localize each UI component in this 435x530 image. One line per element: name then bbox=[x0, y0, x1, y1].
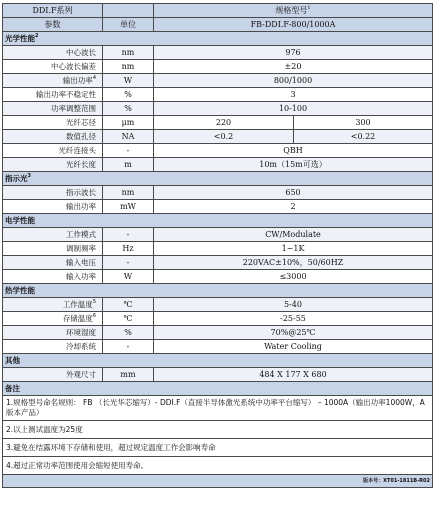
row-fiber-core: 光纤芯径 μm 220 300 bbox=[3, 116, 433, 130]
row-input-voltage: 输入电压 - 220VAC±10%，50/60HZ bbox=[3, 256, 433, 270]
row-fiber-length: 光纤长度 m 10m（15m可选） bbox=[3, 158, 433, 172]
series-label: DDI.F系列 bbox=[3, 4, 103, 18]
header-row-2 bbox=[3, 18, 433, 32]
section-pointer: 指示光$^3$ bbox=[3, 172, 433, 186]
model-column-header: 规格型号$^1$ bbox=[154, 4, 433, 18]
section-electrical: 电学性能 bbox=[3, 214, 433, 228]
note-4: 4.超过正常功率范围使用会缩短使用寿命。 bbox=[3, 457, 433, 475]
row-pointer-wavelength: 指示波长 nm 650 bbox=[3, 186, 433, 200]
doc-number: 版本号：XT01-1811B-R02 bbox=[3, 475, 433, 488]
row-cooling: 冷却系统 - Water Cooling bbox=[3, 340, 433, 354]
spec-sheet bbox=[2, 3, 432, 488]
header-row-1 bbox=[3, 4, 433, 18]
row-pointer-power: 输出功率 mW 2 bbox=[3, 200, 433, 214]
row-power-instability: 输出功率不稳定性 % 3 bbox=[3, 88, 433, 102]
row-connector: 光纤连接头 - QBH bbox=[3, 144, 433, 158]
row-work-temperature: 工作温度$^5$ ℃ 5-40 bbox=[3, 298, 433, 312]
row-wavelength-offset: 中心波长偏差 nm ±20 bbox=[3, 60, 433, 74]
section-optical: 光学性能$^2$ bbox=[3, 32, 433, 46]
model-name: FB-DDI.F-800/1000A bbox=[154, 18, 433, 32]
row-dimensions: 外观尺寸 mm 484 X 177 X 680 bbox=[3, 368, 433, 382]
note-3: 3.避免在结露环境下存储和使用，超过规定温度工作会影响寿命 bbox=[3, 439, 433, 457]
row-work-mode: 工作模式 - CW/Modulate bbox=[3, 228, 433, 242]
row-modulation-frequency: 调制频率 Hz 1~1K bbox=[3, 242, 433, 256]
row-storage-temperature: 存储温度$^6$ ℃ -25-55 bbox=[3, 312, 433, 326]
doc-number-row bbox=[3, 475, 433, 488]
note-2: 2.以上测试温度为25度 bbox=[3, 421, 433, 439]
row-power-adjust: 功率调整范围 % 10-100 bbox=[3, 102, 433, 116]
section-notes: 备注 bbox=[3, 382, 433, 396]
unit-header: 单位 bbox=[103, 18, 154, 32]
row-humidity: 环境湿度 % 70%@25℃ bbox=[3, 326, 433, 340]
spec-table bbox=[2, 3, 433, 488]
note-1: 1.规格型号命名规则： FB （长光华芯缩写）- DDI.F（直接半导体激光系统中功率平台缩写） – 1000A（输出功率1000W，A版本产品） bbox=[3, 396, 433, 421]
row-center-wavelength: 中心波长 nm 976 bbox=[3, 46, 433, 60]
row-input-power: 输入功率 W ≤3000 bbox=[3, 270, 433, 284]
row-numerical-aperture: 数值孔径 NA <0.2 <0.22 bbox=[3, 130, 433, 144]
param-header: 参数 bbox=[3, 18, 103, 32]
section-thermal: 热学性能 bbox=[3, 284, 433, 298]
row-output-power: 输出功率$^4$ W 800/1000 bbox=[3, 74, 433, 88]
section-other: 其他 bbox=[3, 354, 433, 368]
